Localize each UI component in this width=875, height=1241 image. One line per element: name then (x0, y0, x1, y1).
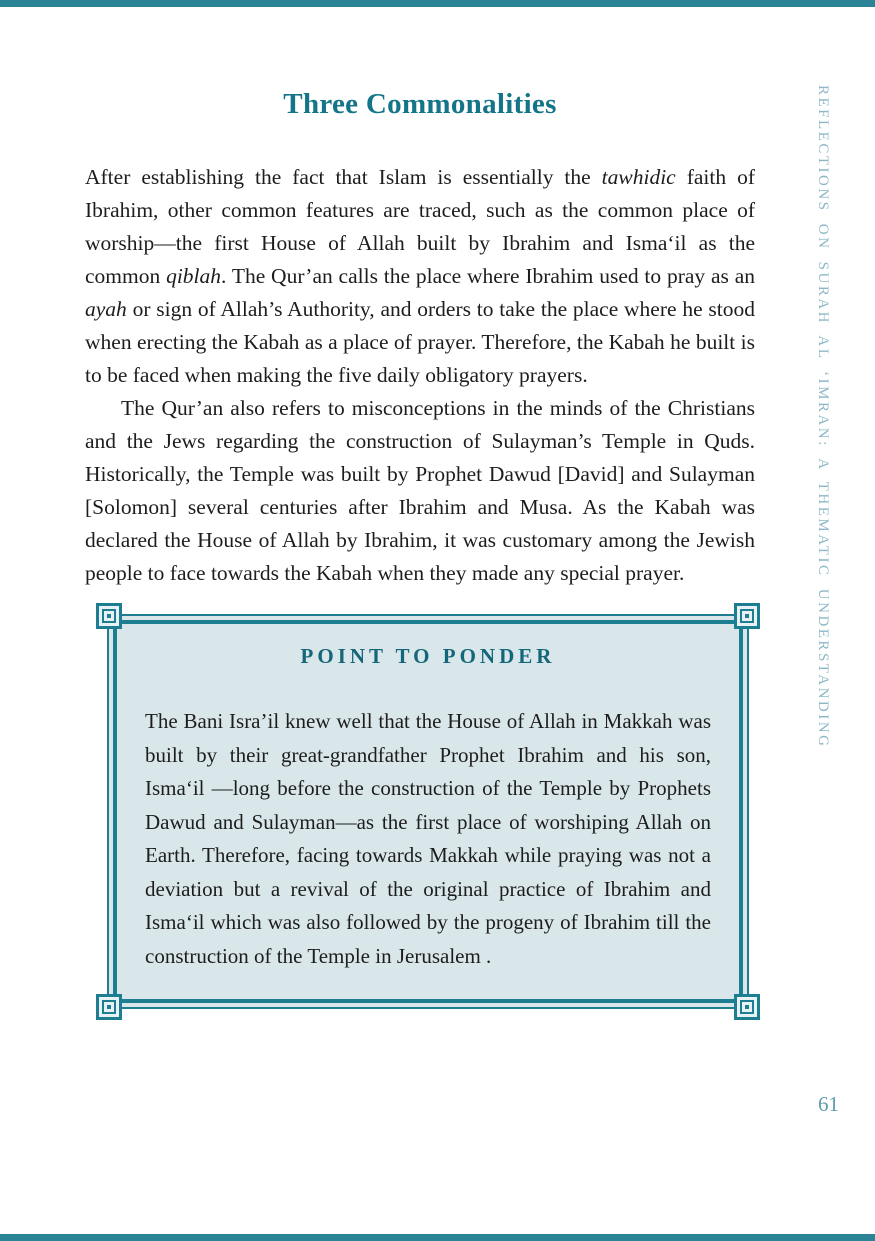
page-content (85, 88, 755, 1009)
greek-key-corner-icon (96, 994, 122, 1020)
bottom-rule-bar (0, 1234, 875, 1241)
page-number: 61 (818, 1092, 839, 1116)
top-rule-bar (0, 0, 875, 7)
greek-key-corner-icon (734, 994, 760, 1020)
body-paragraph: The Qur’an also refers to misconceptions in the minds of the Christians and the Jews regarding the construction of Sulayman’s Temple in Quds. Historically, the Temple was built by Prophet Dawud [David] and Sulayman [Solomon] several centuries after Ibrahim and Musa. As the Kabah was declared the House of Allah by Ibrahim, it was customary among the Jewish people to face towards the Kabah when they made any special prayer. (85, 396, 755, 585)
greek-key-corner-icon (96, 603, 122, 629)
body-text (85, 161, 755, 590)
page-title: Three Commonalities (283, 88, 557, 120)
body-paragraph: After establishing the fact that Islam is essentially the tawhidic faith of Ibrahim, other common features are traced, such as the common place of worship—the first House of Allah built by Ibrahim and Isma‘il as the common qiblah. The Qur’an calls the place where Ibrahim used to pray as an ayah or sign of Allah’s Authority, and orders to take the place where he stood when erecting the Kabah as a place of prayer. Therefore, the Kabah he built is to be faced when making the five daily obligatory prayers. (85, 165, 755, 387)
running-head-vertical: REFLECTIONS ON SURAH AL ‘IMRAN: A THEMATIC UNDERSTANDING (815, 85, 831, 749)
greek-key-corner-icon (734, 603, 760, 629)
point-to-ponder-box (107, 614, 749, 1009)
ponder-box-heading: POINT TO PONDER (300, 644, 556, 668)
ponder-box-body: The Bani Isra’il knew well that the House of Allah in Makkah was built by their great-grandfather Prophet Ibrahim and his son, Isma‘il —long before the construction of the Temple by Prophets Dawud and Sulayman—as the first place of worshiping Allah on Earth. Therefore, facing towards Makkah while praying was not a deviation but a revival of the original practice of Ibrahim and Isma‘il which was also followed by the progeny of Ibrahim till the construction of the Temple in Jerusalem . (145, 709, 711, 968)
